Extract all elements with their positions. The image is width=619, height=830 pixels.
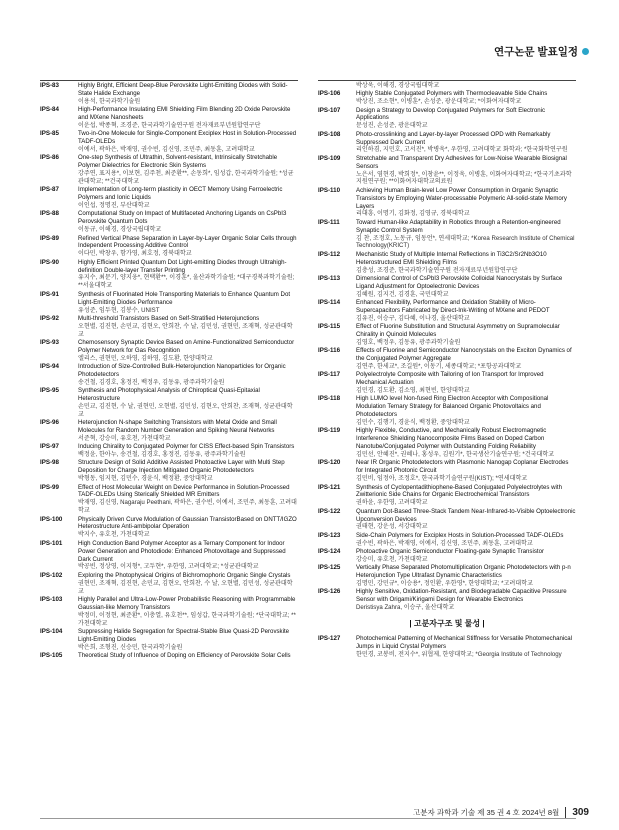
- entry-authors: 김명민, 강민규*, 이승용*, 정인환, 우한영*, 한양대학교; *고려대학교: [356, 580, 533, 587]
- entry-code: IPS-83: [40, 82, 59, 89]
- entry-code: IPS-98: [40, 459, 59, 467]
- program-entry: [318, 395, 576, 427]
- entry-title: Effect of Fluorine Substitution and Structural Asymmetry on Supramolecular Chirality in Quinoid Molecules: [356, 323, 560, 338]
- entry-title: Physically Driven Curve Modulation of Gaussian TransistorBased on DNTT/IGZO Heterostructure Anti-ambipolar Operation: [78, 515, 297, 531]
- entry-title: Design a Strategy to Develop Conjugated Polymers for Soft Electronic Applications: [356, 106, 546, 122]
- entry-authors: 리인하겸, 지민호, 고서진*, 박병욱*, 우한영, 고려대학교 화학과; *한국화학연구원: [356, 146, 568, 154]
- page-header: [494, 44, 589, 59]
- program-entry: [40, 459, 298, 483]
- entry-title: Highly Efficient Printed Quantum Dot Light-emitting Diodes through Ultrahigh-definition Double-layer Transfer Printing: [78, 258, 287, 274]
- entry-authors: 김연주, 한세교*, 조길원*, 이동기, 세종대학교; *포항공과대학교: [356, 363, 522, 371]
- entry-title: Inducing Chirality to Conjugated Polymer for CISS Effect-based Spin Transistors: [78, 443, 295, 451]
- entry-title: Dimensional Control of CsPbI3 Perovskite Colloidal Nanocrystals by Surface Ligand Adjustment for Optoelectronic Devices: [356, 274, 563, 290]
- entry-authors: 리대흥, 이명기, 김화정, 김영규, 경북대학교: [356, 210, 470, 218]
- header-dot-icon: [582, 48, 589, 55]
- program-entry: [40, 628, 298, 652]
- entry-authors: 이예서, 곽하은, 박재영, 권수빈, 김신영, 조민주, 최동훈, 고려대학교: [78, 146, 255, 154]
- entry-title: Heterojunction N-shape Switching Transistors with Metal Oxide and Small Molecules for Random Number Generation and Spiking Neural Networks: [78, 419, 277, 435]
- entry-code: IPS-118: [318, 395, 341, 403]
- program-entry: [318, 427, 576, 459]
- entry-title: High Conduction Band Polymer Acceptor as a Ternary Component for Indoor Power Generation and Photodiode: Enhanced Photovoltage and Suppressed Dark Current: [78, 539, 286, 563]
- entry-title: Synthesis and Photophysical Analysis of Chiroptical Quasi-Epitaxial Heterostructure: [78, 387, 260, 403]
- entry-authors: 김민비, 임정아, 조정호*, 한국과학기술연구원(KIST); *연세대학교: [356, 475, 528, 483]
- program-entry: [40, 540, 298, 572]
- program-entry: [318, 90, 576, 106]
- program-entry: [318, 299, 576, 323]
- entry-code: IPS-100: [40, 515, 63, 523]
- entry-code: IPS-104: [40, 627, 63, 635]
- entry-authors: 김충성, 조경준, 한국과학기술연구원 전자재료부년원합연구단: [356, 266, 518, 274]
- entry-code: IPS-88: [40, 210, 59, 218]
- entry-code: IPS-87: [40, 186, 59, 194]
- program-entry: [40, 130, 298, 154]
- entry-authors: 오현별, 김진현, 손민교, 김현오, 안희찬, 수 날, 김민성, 권현민, 조재혁, 성균관대학교: [78, 322, 293, 338]
- entry-title: Polyelectrolyte Composite with Tailoring of Ion Transport for Improved Mechanical Actuation: [356, 371, 544, 387]
- entry-authors: 노은서, 염현경, 박희정*, 이창윤**, 이정욱, 이병훈, 이화여자대학교; *한국기초과학지원연구원; **이화여자대학교의료원: [356, 170, 572, 186]
- program-entry: [318, 459, 576, 483]
- section-heading: | 고분자구조 및 물성 |: [409, 619, 485, 629]
- entry-authors: 김혜원, 김지건, 김경훈, 국민대학교: [356, 290, 449, 298]
- entry-authors: 박상욱, 이해경, 경상국립대학교: [356, 82, 440, 89]
- left-column: [40, 82, 298, 660]
- left-top-rule: [40, 80, 298, 81]
- entry-title: Two-in-One Molecule for Single-Component Exciplex Host in Solution-Processed TADF-OLEDs: [78, 130, 297, 146]
- entry-code: IPS-99: [40, 483, 59, 491]
- right-top-rule: [318, 80, 576, 81]
- entry-code: IPS-111: [318, 218, 340, 226]
- entry-title: High-Performance Insulating EMI Shielding Film Blending 2D Oxide Perovskite and MXene Nanosheets: [78, 106, 291, 122]
- entry-title: Structure Design of Solid Additive Assisted Photoactive Layer with Multi Step Deposition for Charge Injection Mitigated Organic Photodetectors: [78, 459, 285, 475]
- program-entry: [318, 635, 576, 659]
- entry-title: Effects of Fluorine and Semiconductor Nanocrystals on the Exciton Dynamics of the Conjugated Polymer Aggregate: [356, 347, 572, 363]
- entry-title: Implementation of Long-term plasticity in OECT Memory Using Ferroelectric Polymers and Ionic Liquids: [78, 186, 283, 202]
- entry-code: IPS-94: [40, 363, 59, 371]
- program-entry: [318, 219, 576, 251]
- entry-title: Highly Parallel and Ultra-Low-Power Probabilistic Reasoning with Programmable Gaussian-like Memory Transistors: [78, 595, 296, 611]
- program-entry: [318, 548, 576, 564]
- entry-code: IPS-121: [318, 483, 341, 491]
- entry-code: IPS-85: [40, 130, 59, 138]
- program-entry: [40, 235, 298, 259]
- program-entry: [318, 275, 576, 299]
- entry-code: IPS-106: [318, 90, 341, 98]
- program-entry: [318, 187, 576, 219]
- entry-code: IPS-109: [318, 154, 341, 162]
- footer-journal: 고분자 과학과 기술 제 35 권 4 호 2024년 8월: [413, 808, 560, 817]
- entry-authors: 권하윤, 우한영, 고려대학교: [356, 499, 428, 507]
- program-entry: [40, 106, 298, 130]
- entry-title: Highly Flexible, Conductive, and Mechanically Robust Electromagnetic Interference Shielding Nanocomposite Films Based on Doped Carbon Nanotube/Conjugated Polymer with Outstanding Folding Reliability: [356, 427, 547, 451]
- entry-authors: 송건철, 김경호, 홍정진, 백정우, 김동유, 광주과학기술원: [78, 378, 225, 386]
- program-entry: [40, 186, 298, 210]
- program-entry: [40, 363, 298, 387]
- entry-authors: 박정미, 이정현, 최준환*, 이충열, 유호천**, 임성갑, 한국과학기술원; *단국대학교; **가천대학교: [78, 611, 296, 627]
- entry-title: Chemosensory Synaptic Device Based on Amine-Functionalized Semiconductor Polymer Network for Gas Recognition: [78, 338, 295, 354]
- program-entry: [40, 516, 298, 540]
- entry-code: IPS-115: [318, 323, 341, 331]
- entry-authors: 이용석, 한국과학기술원: [78, 97, 141, 105]
- header-title: 연구논문 발표일정: [493, 46, 578, 58]
- entry-authors: 권수빈, 곽하은, 박재영, 이예서, 김신영, 조민주, 최동훈, 고려대학교: [356, 539, 533, 547]
- entry-title: Synthesis of Fluorinated Hole Transporting Materials to Enhance Quantum Dot Light-Emitting Diodes Performance: [78, 290, 291, 306]
- program-entry: [318, 564, 576, 588]
- program-entry: [318, 588, 576, 612]
- program-entry: [40, 315, 298, 339]
- entry-authors: 강주연, 표지용*, 이보현, 김주천, 최준환**, 손동희*, 임성갑, 한국과학기술원; *성균관대학교; **건국대학교: [78, 170, 294, 186]
- entry-title: Vertically Phase Separated Photomultiplication Organic Photodetectors with p-n Heterojunction Type Ultrafast Dynamic Characteristics: [356, 564, 571, 580]
- program-entry: [40, 572, 298, 596]
- entry-title: Exploring the Photophysical Origins of Bichromophoric Organic Single Crystals: [78, 571, 291, 579]
- entry-authors: 김민수, 김행기, 경윤식, 백정환, 중앙대학교: [356, 419, 470, 427]
- entry-title: Suppressing Halide Segregation for Spectral-Stable Blue Quasi-2D Perovskite Light-Emitting Diodes: [78, 627, 290, 643]
- entry-title: Achieving Human Brain-level Low Power Consumption in Organic Synaptic Transistors by Employing Water-processable Polymeric All-solid-state Memory Layers: [356, 186, 567, 210]
- entry-title: Enhanced Flexibility, Performance and Oxidation Stability of Micro-Supercapacitors Fabricated by Direct-Ink-Writing of MXene and PEDOT: [356, 298, 550, 314]
- program-entry: [318, 371, 576, 395]
- entry-code: IPS-97: [40, 443, 59, 451]
- entry-authors: 김민선, 안혜진*, 권혜나, 홍성우, 김원기*, 한국생산기술연구원; *건국대학교: [356, 451, 555, 459]
- entry-authors: 박재영, 김신영, Nagaraju Peethani, 곽하은, 권수빈, 이예서, 조민주, 최동훈, 고려대학교: [78, 499, 297, 515]
- entry-title: Mechanistic Study of Multiple Internal Reflections in Ti3C2/Sr2Nb3O10 Heterostructured EMI Shielding Films: [356, 250, 547, 266]
- entry-code: IPS-110: [318, 186, 341, 194]
- entry-code: IPS-91: [40, 290, 59, 298]
- program-entry: [40, 387, 298, 419]
- program-entry: [318, 323, 576, 347]
- program-entry: [318, 484, 576, 508]
- page-number: 309: [565, 807, 589, 818]
- entry-title: Near IR Organic Photodetectors with Plasmonic Nanogap Coplanar Electrodes for Integrated Photonic Circuit: [356, 459, 569, 475]
- entry-title: Photo-crosslinking and Layer-by-layer Processed OPD with Remarkably Suppressed Dark Current: [356, 130, 551, 146]
- entry-authors: 유성준, 임두현, 김봉수, UNIST: [78, 306, 160, 314]
- program-entry: [318, 107, 576, 131]
- entry-authors: 박형동, 임지현, 김민수, 경윤식, 백정환, 중앙대학교: [78, 475, 213, 483]
- entry-authors: 강승미, 유호천, 가천대학교: [356, 555, 428, 563]
- entry-code: IPS-93: [40, 338, 59, 346]
- entry-code: IPS-124: [318, 547, 341, 555]
- entry-code: IPS-89: [40, 234, 59, 242]
- program-entry: [40, 291, 298, 315]
- entry-authors: 이운섭, 박종혁, 조경준, 한국과학기술연구원 전자재료부년원합연구단: [78, 121, 261, 129]
- entry-code: IPS-86: [40, 154, 59, 162]
- entry-code: IPS-102: [40, 571, 63, 579]
- program-entry: [40, 484, 298, 516]
- entry-title: Toward Human-like Adaptability in Robotics through a Retention-engineered Synaptic Control System: [356, 218, 561, 234]
- program-entry: [40, 652, 298, 660]
- program-entry: [318, 532, 576, 548]
- entry-title: Multi-threshold Transistors Based on Self-Stratified Heterojunctions: [78, 314, 260, 322]
- entry-code: IPS-125: [318, 564, 341, 572]
- program-entry: [40, 259, 298, 291]
- entry-code: [318, 82, 356, 90]
- entry-title: Computational Study on Impact of Multifaceted Anchoring Ligands on CsPbI3 Perovskite Quantum Dots: [78, 210, 287, 226]
- entry-code: IPS-123: [318, 531, 341, 539]
- entry-authors: 백정윤, 한아누, 송건철, 김경호, 홍정진, 김동유, 광주과학기술원: [78, 451, 246, 459]
- entry-authors: 김민경, 김도환, 김소영, 최현빈, 한양대학교: [356, 387, 470, 395]
- entry-authors: 김 찬, 조정호, 노동규, 임동언*, 연세대학교; *Korea Research Institute of Chemical Technology(KRICT): [356, 234, 575, 250]
- program-entry: [40, 210, 298, 234]
- entry-authors: 이다민, 박창우, 함가영, 최호정, 경북대학교: [78, 250, 192, 258]
- entry-code: IPS-116: [318, 347, 341, 355]
- program-entry: [318, 347, 576, 371]
- entry-authors: 유지수, 최문기, 양지웅*, 현택환**, 이경훈*, 울산과학기술원; *대구경북과학기술원; **서울대학교: [78, 274, 295, 290]
- program-entry: [318, 82, 576, 90]
- entry-code: IPS-126: [318, 588, 341, 596]
- entry-code: IPS-119: [318, 427, 341, 435]
- entry-authors: 김유진, 이승구, 김다혜, 이나경, 울산대학교: [356, 314, 470, 322]
- entry-authors: 이인섭, 정명진, 부산대학교: [78, 202, 150, 210]
- program-entry: [40, 443, 298, 459]
- entry-title: One-step Synthesis of Ultrathin, Solvent-resistant, Intrinsically Stretchable Polymer Dielectrics for Electronic Skin Systems: [78, 154, 278, 170]
- entry-title: Refined Vertical Phase Separation in Layer-by-Layer Organic Solar Cells through Independent Processing Additive Control: [78, 234, 297, 250]
- entry-code: IPS-113: [318, 274, 341, 282]
- entry-title: Theoretical Study of Influence of Doping on Efficiency of Perovskite Solar Cells: [78, 651, 291, 659]
- entry-title: Quantum Dot-Based Three-Stack Tandem Near-Infrared-to-Visible Optoelectronic Upconversion Devices: [356, 507, 576, 523]
- entry-authors: 권태현, 강운성, 서강대학교: [356, 523, 428, 531]
- entry-title: Highly Stable Conjugated Polymers with Thermocleavable Side Chains: [356, 90, 548, 98]
- entry-authors: 엘리스, 권현민, 오하영, 김하영, 김도환, 한양대학교: [78, 354, 213, 362]
- program-entry: [318, 155, 576, 187]
- entry-code: IPS-107: [318, 106, 341, 114]
- entry-code: IPS-96: [40, 419, 59, 427]
- entry-title: Photochemical Patterning of Mechanical Stiffness for Versatile Photomechanical Jumps in Liquid Crystal Polymers: [356, 635, 572, 650]
- entry-authors: 서준혁, 강승미, 유호천, 가천대학교: [78, 434, 171, 442]
- program-entry: [40, 596, 298, 628]
- right-column: [318, 82, 576, 659]
- entry-title: Highly Bright, Efficient Deep-Blue Perovskite Light-Emitting Diodes with Solid-State Halide Exchange: [78, 82, 288, 97]
- entry-title: Highly Sensitive, Oxidation-Resistant, and Biodegradable Capacitive Pressure Sensor with Origami/Kirigami Design for Wearable Electronics: [356, 588, 567, 604]
- entry-authors: 이동규, 이해경, 경상국립대학교: [78, 226, 162, 234]
- entry-authors: 손민교, 김진현, 수 날, 권현민, 오현별, 김민성, 김현오, 안희찬, 조재혁, 성균관대학교: [78, 402, 293, 418]
- entry-code: IPS-105: [40, 651, 63, 659]
- entry-authors: 한민경, 코봉비, 전지수*, 위협제, 한양대학교; *Georgia Institute of Technology: [356, 650, 562, 658]
- entry-title: Side-Chain Polymers for Exciplex Hosts in Solution-Processed TADF-OLEDs: [356, 531, 564, 539]
- program-entry: [318, 251, 576, 275]
- program-entry: [40, 82, 298, 106]
- entry-authors: 박공빈, 정상영, 이지형*, 고두현*, 우한영, 고려대학교; *성균관대학교: [78, 563, 259, 571]
- entry-code: IPS-92: [40, 314, 59, 322]
- entry-title: Effect of Host Molecular Weight on Device Performance in Solution-Processed TADF-OLEDs Using Sterically Shielded MR Emitters: [78, 483, 290, 499]
- entry-title: High LUMO level Non-fused Ring Electron Acceptor with Compositional Modulation Ternary Strategy for Balanced Organic Photovoltaics and Photodetectors: [356, 395, 549, 419]
- entry-title: Synthesis of Cyclopentadithiophene-Based Conjugated Polyelectrolytes with Zwitterionic Side Chains for Organic Electrochemical Transistors: [356, 483, 562, 499]
- entry-code: IPS-117: [318, 371, 341, 379]
- entry-code: IPS-122: [318, 507, 341, 515]
- program-entry: [318, 508, 576, 532]
- footer-rule: [40, 818, 576, 819]
- entry-authors: 문성진, 손성준, 광운대학교: [356, 122, 428, 130]
- entry-title: Photoactive Organic Semiconductor Floating-gate Synaptic Transistor: [356, 547, 544, 555]
- entry-code: IPS-108: [318, 130, 341, 138]
- entry-authors: 박지수, 유호천, 가천대학교: [78, 531, 150, 539]
- program-entry: [40, 339, 298, 363]
- entry-authors: 박은희, 조형진, 신승민, 한국과학기술원: [78, 643, 183, 651]
- entry-code: IPS-103: [40, 595, 63, 603]
- entry-code: IPS-90: [40, 258, 59, 266]
- entry-authors: Deristisya Zahra, 이승구, 울산대학교: [356, 604, 455, 612]
- page-footer: [413, 807, 589, 818]
- entry-authors: 김영호, 백정우, 김동유, 광주과학기술원: [356, 338, 461, 346]
- entry-code: IPS-84: [40, 106, 59, 114]
- entry-authors: 권현민, 조재혁, 김진현, 손민교, 김현오, 안희찬, 수 날, 오현별, 김민성, 성균관대학교: [78, 579, 293, 595]
- entry-code: IPS-112: [318, 250, 341, 258]
- entry-code: IPS-95: [40, 387, 59, 395]
- entry-code: IPS-114: [318, 298, 341, 306]
- entry-authors: 박상진, 조소현*, 이병훈*, 손성준, 광운대학교; *이화여자대학교: [356, 98, 522, 106]
- program-entry: [318, 131, 576, 155]
- program-entry: [40, 419, 298, 443]
- entry-title: Stretchable and Transparent Dry Adhesives for Low-Noise Wearable Biosignal Sensors: [356, 154, 567, 170]
- entry-code: IPS-127: [318, 635, 341, 643]
- entry-title: Introduction of Size-Controlled Bulk-Heterojunction Nanoparticles for Organic Photodetectors: [78, 363, 286, 378]
- program-entry: [40, 154, 298, 186]
- entry-code: IPS-120: [318, 459, 341, 467]
- entry-code: IPS-101: [40, 539, 63, 547]
